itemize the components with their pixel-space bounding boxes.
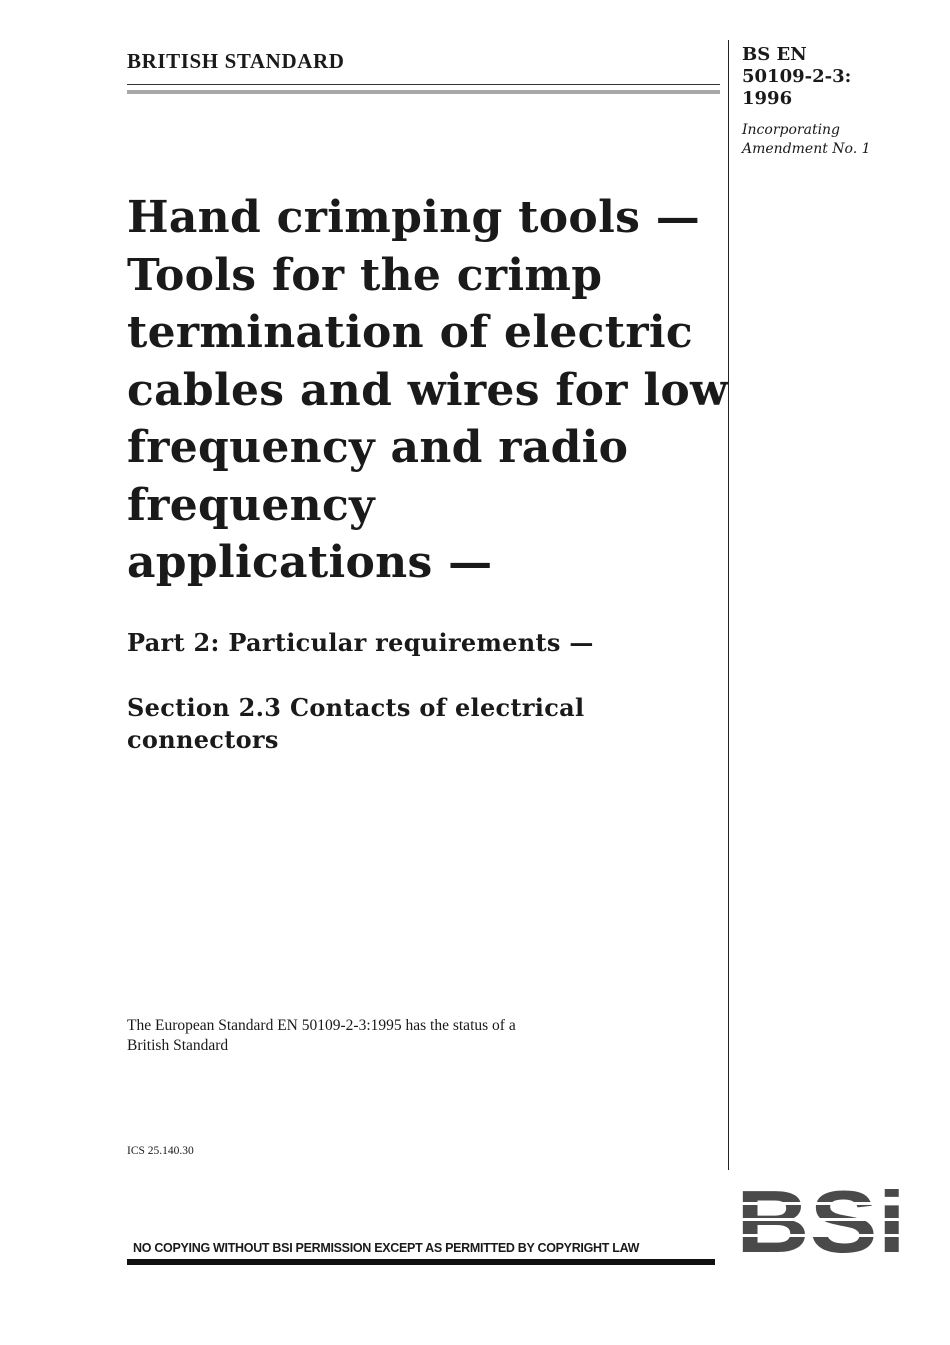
header-rule-thick [127,90,720,94]
amendment-line: Incorporating [742,122,841,138]
margin-divider [728,40,729,1170]
section-title-line: connectors [127,725,279,754]
part-title: Part 2: Particular requirements — [127,628,594,657]
title-line: Hand crimping tools — [127,192,701,243]
standard-number-line: 1996 [742,88,793,109]
title-line: applications — [127,537,493,588]
status-statement [127,1016,516,1056]
title-line: Tools for the crimp [127,249,603,301]
footer-rule [127,1259,715,1265]
title-line: frequency and radio [127,422,629,473]
series-label: BRITISH STANDARD [127,49,345,73]
title-line: termination of electric [127,307,693,358]
standard-number-line: BS EN [742,44,807,65]
status-line: The European Standard EN 50109-2-3:1995 has the status of a [127,1017,516,1034]
status-line: British Standard [127,1037,229,1054]
document-title [127,189,729,592]
standard-number-line: 50109-2-3: [742,66,852,87]
title-line: frequency [127,479,375,531]
section-title-line: Section 2.3 Contacts of electrical [127,693,585,722]
bsi-logo [736,1189,906,1255]
standard-number [742,44,851,110]
amendment-note [742,121,871,159]
copyright-notice: NO COPYING WITHOUT BSI PERMISSION EXCEPT AS PERMITTED BY COPYRIGHT LAW [133,1241,640,1255]
header-rule-thin [127,84,720,85]
title-line: cables and wires for low [127,364,729,416]
ics-code: ICS 25.140.30 [127,1145,194,1157]
amendment-line: Amendment No. 1 [742,141,871,157]
section-title [127,692,687,756]
